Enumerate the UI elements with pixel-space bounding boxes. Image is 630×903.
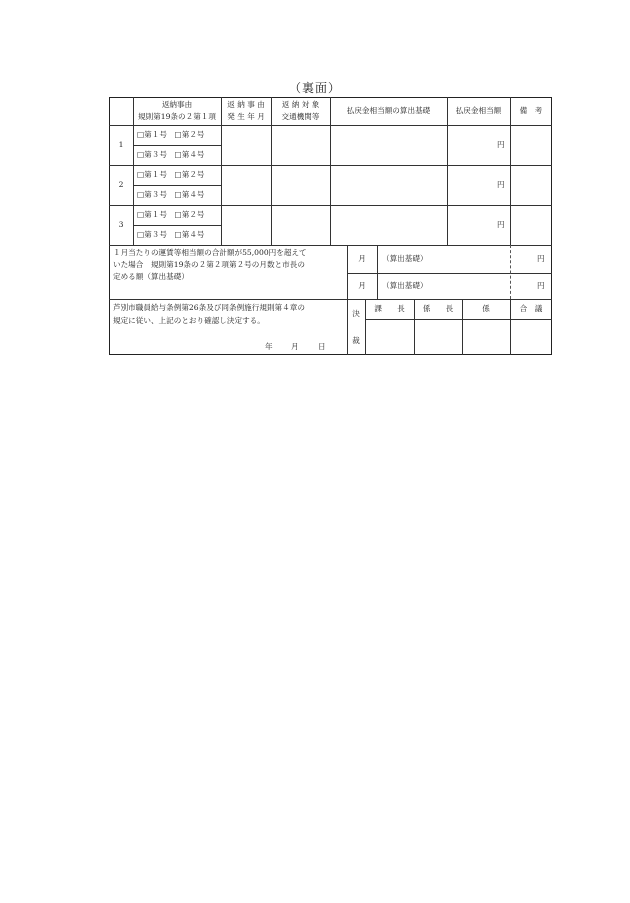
excess-description: いた場合 規則第19条の２第２項第２号の月数と市長の (113, 260, 305, 269)
header-occurrence: 返 納 事 由 (227, 100, 265, 109)
yen-unit: 円 (497, 180, 505, 189)
rule (133, 225, 221, 226)
rule (133, 185, 221, 186)
confirmation-text: 芦別市職員給与条例第26条及び同条例施行規則第４章の (113, 303, 305, 312)
date-year: 年 (265, 342, 273, 351)
row-number: 3 (118, 220, 124, 229)
reason-options: □第１号 □第２号 (137, 210, 205, 219)
header-occurrence-date: 発 生 年 月 (227, 112, 265, 121)
reason-options: □第１号 □第２号 (137, 130, 205, 139)
calc-basis-label: （算出基礎） (382, 254, 428, 263)
consultation-label: 合 議 (519, 304, 543, 313)
yen-unit: 円 (497, 220, 505, 229)
approval-label: 決 (352, 309, 360, 318)
calc-basis-label: （算出基礎） (382, 281, 428, 290)
staff-label: 係 (482, 304, 490, 313)
rule (447, 97, 448, 245)
reason-options: □第３号 □第４号 (137, 150, 205, 159)
refund-form-table (109, 97, 552, 355)
month-label: 月 (358, 254, 366, 263)
staff-seal-box[interactable] (463, 320, 509, 354)
reason-options: □第３号 □第４号 (137, 230, 205, 239)
month-label: 月 (358, 281, 366, 290)
header-remarks: 備 考 (519, 106, 543, 115)
section-chief-label: 課 長 (374, 304, 405, 313)
rule (109, 245, 552, 246)
date-day: 日 (318, 342, 326, 351)
excess-description: １月当たりの運賃等相当額の合計額が55,000円を超えて (113, 248, 307, 257)
consultation-seal-box[interactable] (511, 320, 551, 354)
rule (377, 245, 378, 299)
reason-options: □第３号 □第４号 (137, 190, 205, 199)
page-title: （裏面） (288, 81, 341, 95)
confirmation-text: 規定に従い、上記のとおり確認し決定する。 (113, 316, 265, 325)
header-calc-basis: 払戻金相当額の算出基礎 (346, 106, 431, 115)
reason-options: □第１号 □第２号 (137, 170, 205, 179)
row-number: 2 (118, 180, 124, 189)
header-target: 返 納 対 象 (281, 100, 320, 109)
excess-description: 定める額（算出基礎） (113, 272, 189, 281)
rule (510, 97, 511, 245)
header-reason: 返納事由 (161, 100, 193, 109)
unit-chief-seal-box[interactable] (415, 320, 461, 354)
yen-unit: 円 (497, 140, 505, 149)
yen-unit: 円 (537, 254, 545, 263)
date-month: 月 (291, 342, 299, 351)
approval-label: 裁 (352, 336, 360, 345)
unit-chief-label: 係 長 (422, 304, 454, 313)
yen-unit: 円 (537, 281, 545, 290)
header-reason-rule: 規則第19条の２第１項 (137, 112, 216, 121)
section-chief-seal-box[interactable] (366, 320, 413, 354)
row-number: 1 (118, 140, 124, 149)
rule (330, 97, 331, 245)
rule (133, 145, 221, 146)
header-refund-amount: 払戻金相当額 (455, 106, 502, 115)
dashed-rule (510, 245, 511, 299)
header-target-agency: 交通機関等 (281, 112, 320, 121)
rule (109, 299, 552, 300)
